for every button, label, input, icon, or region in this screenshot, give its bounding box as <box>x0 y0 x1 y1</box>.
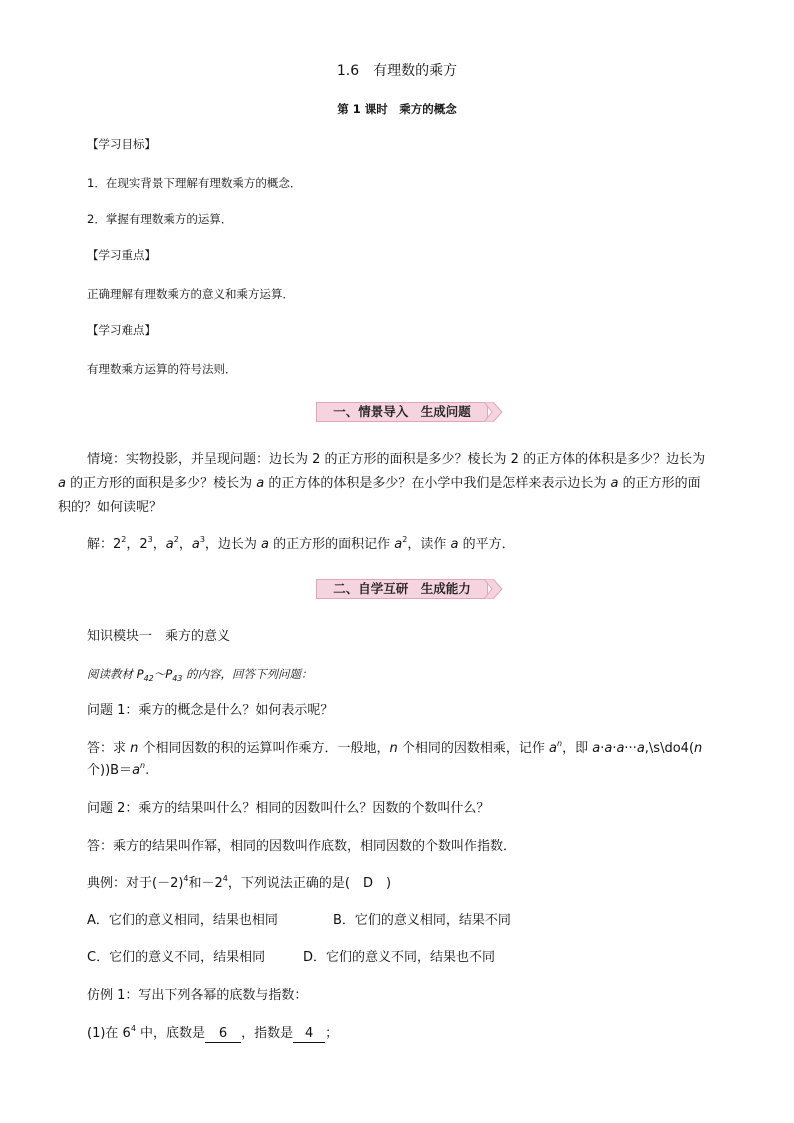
page-title: 1.6 有理数的乘方 <box>336 63 458 79</box>
option-d: D．它们的意义不同，结果也不同 <box>303 950 496 965</box>
scenario-line-3: 积的？如何读呢？ <box>58 500 163 515</box>
difficulty-heading: 【学习难点】 <box>87 323 156 337</box>
option-c: C．它们的意义不同，结果相同 <box>87 950 266 965</box>
answer-1-line-2: 个))$B=a^n$. <box>87 761 150 778</box>
key-points-heading: 【学习重点】 <box>87 248 156 262</box>
question-2: 问题 2：乘方的结果叫什么？相同的因数叫什么？因数的个数叫什么？ <box>87 801 490 816</box>
section1-banner-label: 一、情景导入 生成问题 <box>333 404 471 419</box>
solution-line: 解：$2^2$，$2^3$，$a^2$，$a^3$，边长为 a 的正方形的面积记作 $a^2$，读作 a 的平方． <box>87 535 515 552</box>
option-a: A．它们的意义相同，结果也相同 <box>87 913 278 928</box>
example-question: 典例：对于$(-2)^4$和$-2^4$，下列说法正确的是( D ) <box>87 874 392 891</box>
objective-item-2: 2．掌握有理数乘方的运算． <box>87 212 233 226</box>
difficulty-text: 有理数乘方运算的符号法则． <box>87 362 237 376</box>
answer-blank-exponent: 4 <box>293 1026 325 1043</box>
banner-arrow-icon <box>484 579 504 599</box>
item-1: (1)在 $6^4$ 中，底数是 6 ，指数是 4 ； <box>87 1024 339 1041</box>
lesson-subtitle: 第 1 课时 乘方的概念 <box>337 102 457 116</box>
reading-instruction: 阅读教材 $P_{42}\sim P_{43}$ 的内容，回答下列问题： <box>87 667 313 683</box>
scenario-line-1: 情境：实物投影，并呈现问题：边长为 2 的正方形的面积是多少？棱长为 2 的正方体的体积是多少？边长为 <box>87 452 706 467</box>
objectives-heading: 【学习目标】 <box>87 137 156 151</box>
module-title: 知识模块一 乘方的意义 <box>87 629 231 644</box>
section2-banner-label: 二、自学互研 生成能力 <box>333 581 471 596</box>
question-1: 问题 1：乘方的概念是什么？如何表示呢？ <box>87 703 334 718</box>
key-points-text: 正确理解有理数乘方的意义和乘方运算． <box>87 287 294 301</box>
banner-arrow-icon <box>484 402 504 422</box>
answer-blank-base: 6 <box>205 1026 241 1043</box>
imitation-title: 仿例 1：写出下列各幂的底数与指数： <box>87 988 308 1003</box>
objective-item-1: 1．在现实背景下理解有理数乘方的概念． <box>87 176 302 190</box>
option-b: B．它们的意义相同，结果不同 <box>333 913 511 928</box>
scenario-line-2: a 的正方形的面积是多少？棱长为 a 的正方体的体积是多少？在小学中我们是怎样来表示边长为 a 的正方形的面 <box>58 476 701 491</box>
answer-2: 答：乘方的结果叫作幂，相同的因数叫作底数，相同因数的个数叫作指数． <box>87 839 517 854</box>
answer-1-line-1: 答：求 n 个相同因数的积的运算叫作乘方．一般地，n 个相同的因数相乘，记作 $a^n$，即 a·a·a···a,\s\do4(n <box>87 739 703 756</box>
